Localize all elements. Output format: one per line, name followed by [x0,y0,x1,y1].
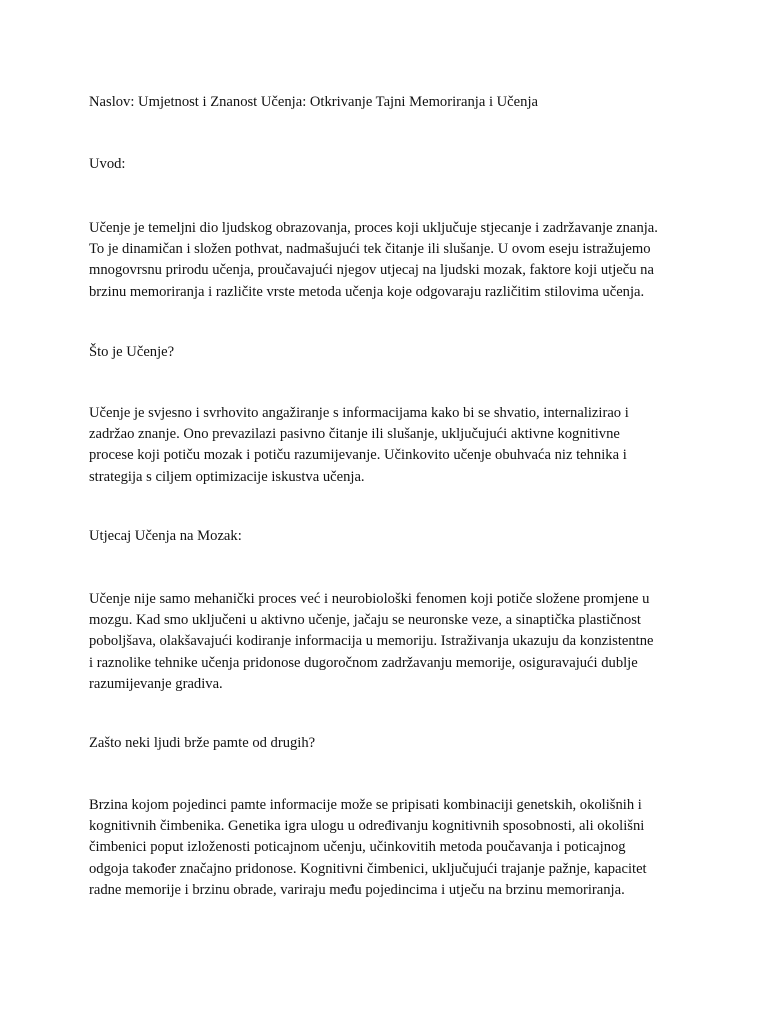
section-heading-uvod: Uvod: [89,156,126,172]
paragraph-line: Učenje nije samo mehanički proces već i neurobiološki fenomen koji potiče složene promjene u [89,591,650,607]
section-heading-sto-je-ucenje: Što je Učenje? [89,344,175,360]
paragraph-line: brzinu memoriranja i različite vrste metoda učenja koje odgovaraju različitim stilovima učenja. [89,283,645,300]
paragraph-line: Brzina kojom pojedinci pamte informacije može se pripisati kombinaciji genetskih, okolišnih i [89,797,642,813]
paragraph-line: Učenje je temeljni dio ljudskog obrazovanja, proces koji uključuje stjecanje i zadržavanje znanja. [89,220,658,236]
section-heading-utjecaj: Utjecaj Učenja na Mozak: [89,528,242,544]
paragraph-line: zadržao znanje. Ono prevazilazi pasivno čitanje ili slušanje, uključujući aktivne kognitivne [89,426,620,443]
paragraph-line: strategija s ciljem optimizacije iskustva učenja. [89,468,365,485]
section-paragraph-sto-je-ucenje [89,403,689,488]
document-title: Naslov: Umjetnost i Znanost Učenja: Otkrivanje Tajni Memoriranja i Učenja [89,94,538,110]
paragraph-line: mozgu. Kad smo uključeni u aktivno učenje, jačaju se neuronske veze, a sinaptička plastičnost [89,612,641,629]
paragraph-line: mnogovrsnu prirodu učenja, proučavajući njegov utjecaj na ljudski mozak, faktore koji utječu na [89,262,654,279]
paragraph-line: čimbenici poput izloženosti poticajnom učenju, učinkovitih metoda poučavanja i poticajnog [89,839,626,856]
paragraph-line: procese koji potiču mozak i potiču razumijevanje. Učinkovito učenje obuhvaća niz tehnika i [89,447,627,464]
paragraph-line: Učenje je svjesno i svrhovito angažiranje s informacijama kako bi se shvatio, internalizirao i [89,405,629,421]
section-heading-zasto: Zašto neki ljudi brže pamte od drugih? [89,735,316,751]
paragraph-line: To je dinamičan i složen pothvat, nadmašujući tek čitanje ili slušanje. U ovom eseju istražujemo [89,241,651,258]
paragraph-line: kognitivnih čimbenika. Genetika igra ulogu u određivanju kognitivnih sposobnosti, ali okolišni [89,818,645,835]
paragraph-line: poboljšava, olakšavajući kodiranje informacija u memoriju. Istraživanja ukazuju da konzistentne [89,633,654,650]
paragraph-line: razumijevanje gradiva. [89,675,223,692]
section-paragraph-uvod [89,218,689,303]
paragraph-line: i raznolike tehnike učenja pridonose dugoročnom zadržavanju memorije, osiguravajući dublje [89,654,638,671]
paragraph-line: odgoja također značajno pridonose. Kognitivni čimbenici, uključujući trajanje pažnje, kapacitet [89,860,647,877]
paragraph-line: radne memorije i brzinu obrade, variraju među pojedincima i utječu na brzinu memoriranja. [89,881,625,898]
section-paragraph-utjecaj [89,589,689,695]
section-paragraph-zasto [89,795,689,901]
